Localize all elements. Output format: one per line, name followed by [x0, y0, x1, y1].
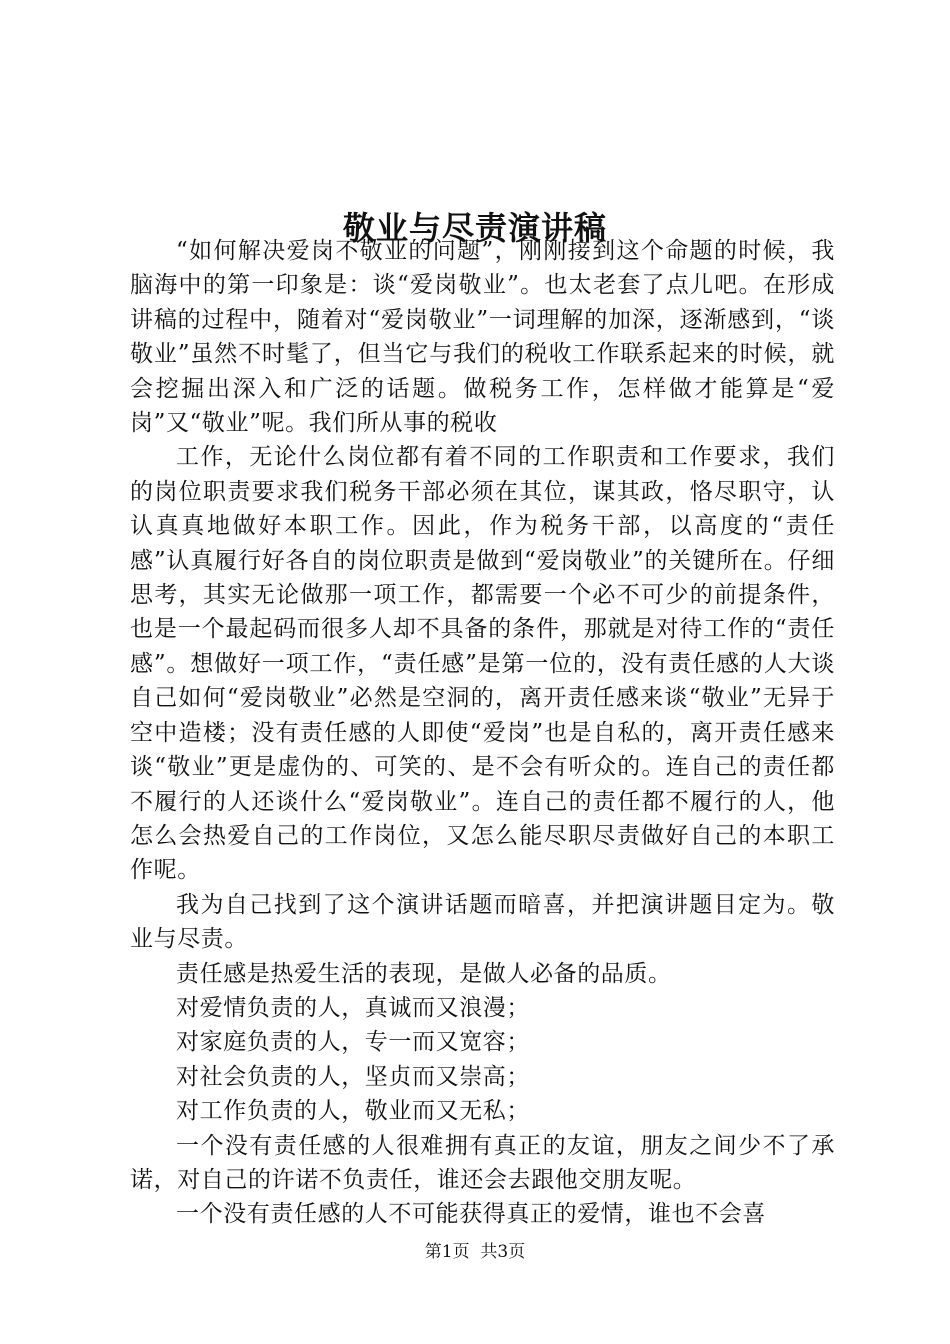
page-total: 共3页 [480, 1242, 526, 1262]
paragraph: 对家庭负责的人，专一而又宽容； [176, 1029, 530, 1056]
paragraph: 责任感是热爱生活的表现，是做人必备的品质。 [176, 960, 672, 987]
paragraph: 一个没有责任感的人不可能获得真正的爱情，谁也不会喜 [176, 1201, 766, 1228]
document-title: 敬业与尽责演讲稿 [342, 209, 607, 248]
paragraph: 工作，无论什么岗位都有着不同的工作职责和工作要求，我们的岗位职责要求我们税务干部必须在其位，谋其政，恪尽职守，认认真真地做好本职工作。因此，作为税务干部，以高度的“责任感”认真履行好各自的岗位职责是做到“爱岗敬业”的关键所在。仔细思考，其实无论做那一项工作，都需要一个必不可少的前提条件，也是一个最起码而很多人却不具备的条件，那就是对待工作的“责任感”。想做好一项工作，“责任感”是第一位的，没有责任感的人大谈自己如何“爱岗敬业”必然是空洞的，离开责任感来谈“敬业”无异于空中造楼；没有责任感的人即使“爱岗”也是自私的，离开责任感来谈“敬业”更是虚伪的、可笑的、是不会有听众的。连自己的责任都不履行的人还谈什么“爱岗敬业”。连自己的责任都不履行的人，他怎么会热爱自己的工作岗位，又怎么能尽职尽责做好自己的本职工作呢。 [130, 444, 835, 884]
paragraph: 对社会负责的人，坚贞而又崇高； [176, 1063, 530, 1090]
paragraph: “如何解决爱岗不敬业的问题”，刚刚接到这个命题的时候，我脑海中的第一印象是：谈“爱岗敬业”。也太老套了点儿吧。在形成讲稿的过程中，随着对“爱岗敬业”一词理解的加深，逐渐感到，“谈敬业”虽然不时髦了，但当它与我们的税收工作联系起来的时候，就会挖掘出深入和广泛的话题。做税务工作，怎样做才能算是“爱岗”又“敬业”呢。我们所从事的税收 [130, 238, 835, 437]
paragraph: 对工作负责的人，敬业而又无私； [176, 1098, 530, 1125]
paragraph: 一个没有责任感的人很难拥有真正的友谊，朋友之间少不了承诺，对自己的许诺不负责任，谁还会去跟他交朋友呢。 [130, 1132, 835, 1193]
paragraph: 对爱情负责的人，真诚而又浪漫； [176, 994, 530, 1021]
document-body [130, 234, 835, 1232]
page-number: 第1页 [424, 1242, 470, 1262]
page-footer [0, 1240, 950, 1264]
paragraph: 我为自己找到了这个演讲话题而暗喜，并把演讲题目定为。敬业与尽责。 [130, 891, 835, 953]
